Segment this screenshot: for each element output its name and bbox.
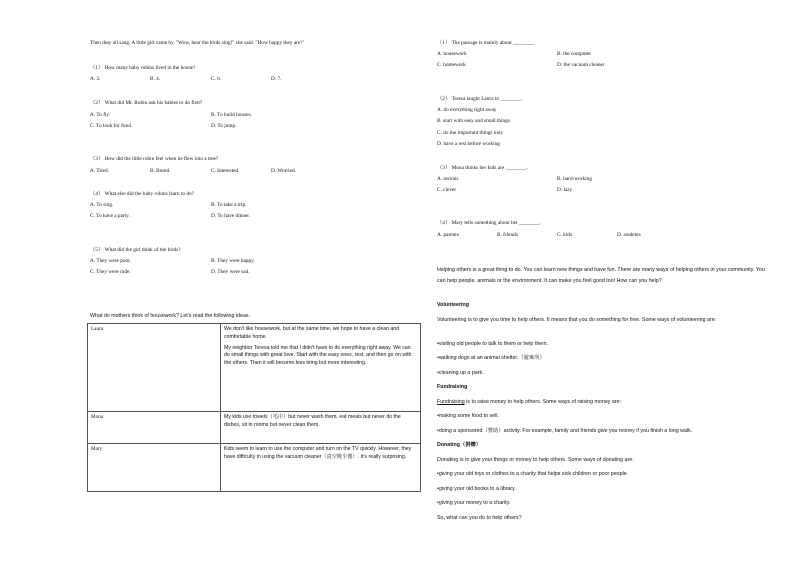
helping-passage-intro: Helping others is a great thing to do. You can learn new things and have fun. There are many ways of helping others in your community. You can help people, animals or the environment. It can make you feel good too! How can you help? (437, 267, 765, 284)
question-2: （2） What did Mr. Robin ask his babies to do first? (90, 100, 203, 106)
option: B. They were happy. (211, 258, 255, 264)
list-item: •cleaning up a park. (437, 370, 484, 376)
closing-question: So, what can you do to help others? (437, 515, 522, 521)
option: B. 4. (150, 76, 161, 82)
option: C. To have a party. (90, 213, 130, 219)
option: D. students (617, 232, 641, 238)
option: C. Interested. (211, 168, 240, 174)
option: A. parents (437, 232, 459, 238)
list-item: •doing a sponsored（赞助）activity. For example, family and friends give you money if you finish a long walk. (437, 428, 693, 434)
list-item: •giving your money to a charity. (437, 500, 511, 506)
option: D. have a rest before working (437, 141, 500, 147)
option: C. To look for food. (90, 123, 133, 129)
option: A. housework (437, 51, 467, 57)
option: D. the vacuum cleaner (557, 62, 605, 68)
opinion-cell (221, 444, 421, 492)
table-row (88, 412, 421, 444)
person-name: Mary (88, 444, 221, 492)
volunteering-text: Volunteering is to give you time to help others. It means that you do something for free. Some ways of volunteering are: (437, 317, 717, 323)
opinion-paragraph: Kids seem to learn to use the computer and turn on the TV quickly. However, they have difficulty in using the vacuum cleaner（真空吸尘器）. It's really surprising. (224, 446, 412, 460)
question-5: （5） What did the girl think of the birds? (90, 247, 181, 253)
option: A. They were poor. (90, 258, 131, 264)
option: C. kids (557, 232, 573, 238)
option: B. To build houses. (211, 112, 252, 118)
option: B. hard-working (557, 176, 593, 182)
opinion-paragraph: My neighbor Teresa told me that I didn't have to do everything right away. We can do small things with great love. Start with the easy ones, rest, and then go on with the others. Then it will become less tiring but more interesting. (224, 344, 412, 367)
option: C. They were rude. (90, 269, 131, 275)
opinion-cell (221, 324, 421, 412)
person-name: Mona (88, 412, 221, 444)
question-4: （4） What else did the baby robins learn to do? (90, 191, 194, 197)
question-3: （3） How did the little robin feel when he flew into a tree? (90, 156, 219, 162)
fundraising-term: Fundraising (437, 399, 465, 405)
option: D. They were sad. (211, 269, 250, 275)
list-item: •giving your old books to a library. (437, 486, 516, 492)
option: C. clever (437, 187, 457, 193)
list-item: •walking dogs at an animal shelter.（避难所） (437, 355, 545, 361)
story-end-line: Then they all sang. A little girl came by. "Wow, hear the birds sing!" she said. "How happy they are!" (90, 40, 305, 46)
donating-text: Donating is to give your things or money to help others. Some ways of donating are: (437, 457, 634, 463)
option: D. Worried. (271, 168, 296, 174)
list-item: •giving your old toys or clothes to a charity that helps sick children or poor people. (437, 471, 629, 477)
question-4: （4） Mary tells something about her ________. (437, 220, 542, 226)
option: C. homework (437, 62, 466, 68)
option: B. friends (497, 232, 518, 238)
option: B. start with easy and small things (437, 118, 510, 124)
section-heading-volunteering: Volunteering (437, 302, 469, 308)
table-row (88, 324, 421, 412)
option: D. lazy (557, 187, 573, 193)
section-heading-donating: Donating（捐赠） (437, 442, 482, 448)
list-item: •visiting old people to talk to them or help them. (437, 341, 549, 347)
option: A. serious (437, 176, 459, 182)
list-item: •making some food to sell. (437, 413, 499, 419)
option: D. To have dinner. (211, 213, 251, 219)
option: D. 7. (271, 76, 282, 82)
person-name: Laura (88, 324, 221, 412)
opinion-cell (221, 412, 421, 444)
fundraising-definition: is to raise money to help others. Some ways of raising money are: (464, 399, 622, 405)
question-1: （1） The passage is mainly about ________. (437, 40, 536, 46)
section-heading-fundraising: Fundraising (437, 384, 468, 390)
option: A. do everything right away (437, 107, 497, 113)
option: B. the computer (557, 51, 591, 57)
option: A. Tired. (90, 168, 109, 174)
question-3: （3） Mona thinks her kids are ________. (437, 165, 529, 171)
option: C. 6. (211, 76, 222, 82)
option: A. To sing. (90, 202, 114, 208)
table-row (88, 444, 421, 492)
question-2: （2） Teresa taught Laura to ________. (437, 96, 523, 102)
option: A. 3. (90, 76, 101, 82)
option: A. To fly. (90, 112, 111, 118)
option: B. Bored. (150, 168, 171, 174)
option: D. To jump. (211, 123, 237, 129)
option: B. To take a trip. (211, 202, 247, 208)
mothers-opinion-table (87, 323, 421, 492)
opinion-paragraph: We don't like housework, but at the same time, we hope to have a clean and comfortable home. (224, 326, 400, 340)
opinion-paragraph: My kids use towels（毛巾）but never wash them, eat meals but never do the dishes, sit in rooms but never clean them. (224, 414, 401, 428)
question-1: （1） How many baby robins lived in the house? (90, 65, 196, 71)
passage-intro: What do mothers think of housework? Let's read the following ideas. (90, 313, 251, 319)
option: C. do the important things only (437, 130, 504, 136)
fundraising-text (437, 399, 621, 406)
